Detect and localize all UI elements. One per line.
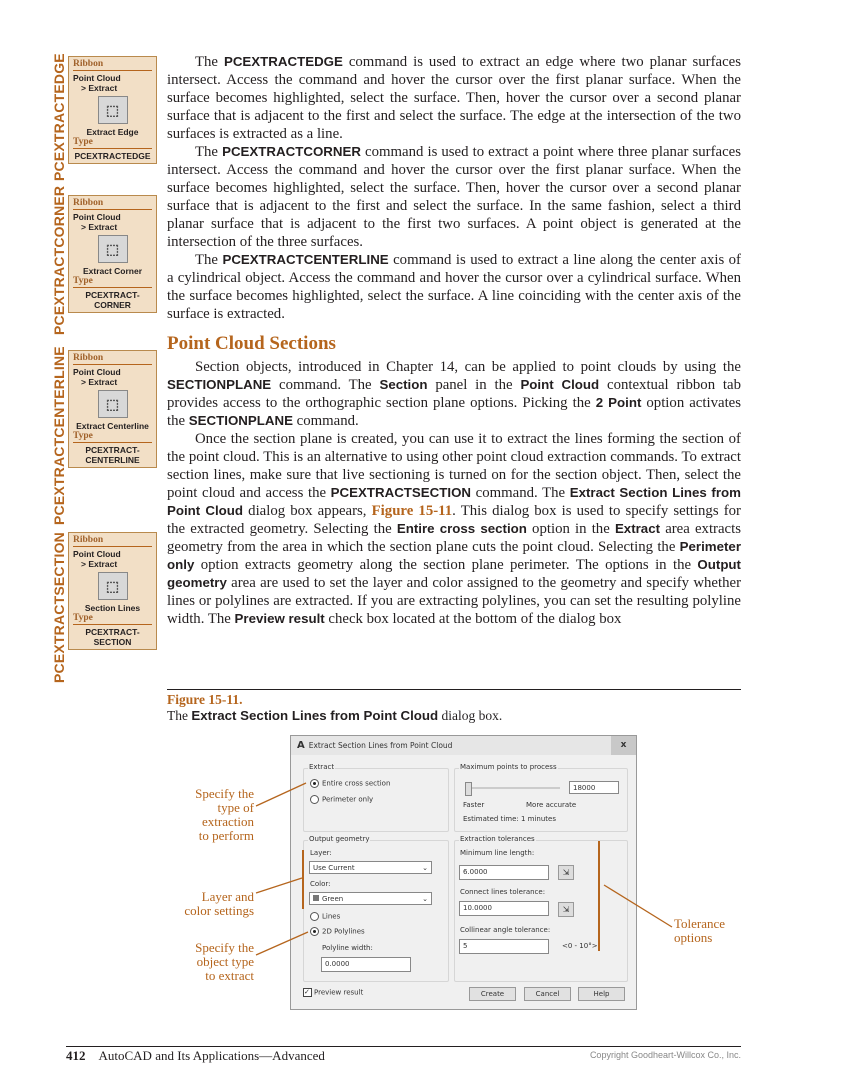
ribbon-path: > Extract bbox=[81, 222, 118, 232]
sidebar-command-label: PCEXTRACTCENTERLINE bbox=[51, 346, 67, 525]
group-label: Maximum points to process bbox=[460, 763, 557, 771]
dialog-title: Extract Section Lines from Point Cloud bbox=[308, 741, 453, 750]
type-value: PCEXTRACT- CENTERLINE bbox=[85, 445, 140, 465]
color-label: Color: bbox=[310, 880, 331, 888]
type-heading: Type bbox=[73, 276, 152, 288]
text-run: option activates the bbox=[167, 395, 742, 429]
max-points-input[interactable]: 18000 bbox=[569, 781, 619, 794]
tool-name: Extract Edge bbox=[86, 127, 139, 137]
callout-arrow bbox=[256, 932, 308, 955]
polyline-width-input[interactable]: 0.0000 bbox=[321, 957, 411, 972]
radio-label: Lines bbox=[322, 912, 341, 921]
caption-dialog-name: Extract Section Lines from Point Cloud bbox=[191, 708, 439, 723]
type-value: PCEXTRACTEDGE bbox=[74, 151, 151, 161]
text-run: command is used to extract a line along the center axis of a cylindrical object. Access the command and hover the cursor over a cylindrical surface. When the surface becomes highlighted, select the surface. A line coinciding with the center axis of the surface is extracted. bbox=[167, 252, 741, 322]
callout-arrow bbox=[256, 783, 306, 806]
text-run: contextual ribbon tab provides access to the orthographic section plane options. Picking the bbox=[167, 377, 742, 411]
ribbon-path: > Extract bbox=[81, 559, 118, 569]
type-value: PCEXTRACT- CORNER bbox=[85, 290, 140, 310]
callout-object-type: Specify the object type to extract bbox=[195, 940, 254, 983]
text-run: Section objects, introduced in Chapter 14, can be applied to point clouds by using the bbox=[195, 359, 741, 375]
help-button[interactable]: Help bbox=[578, 987, 625, 1001]
book-title: AutoCAD and Its Applications—Advanced bbox=[98, 1048, 325, 1063]
collinear-tolerance-label: Collinear angle tolerance: bbox=[460, 926, 551, 934]
ribbon-path: Point Cloud bbox=[73, 549, 121, 559]
pick-point-icon[interactable]: ⇲ bbox=[558, 865, 574, 880]
ribbon-heading: Ribbon bbox=[73, 535, 152, 547]
text-run: area extracts geometry from the area in which the section plane cuts the point cloud. Selecting the bbox=[167, 521, 741, 555]
ribbon-path: > Extract bbox=[81, 83, 118, 93]
extract-edge-icon: ⬚ bbox=[98, 96, 128, 124]
ribbon-path: Point Cloud bbox=[73, 367, 121, 377]
command-term: 2 Point bbox=[595, 395, 642, 410]
type-heading: Type bbox=[73, 431, 152, 443]
ribbon-heading: Ribbon bbox=[73, 59, 152, 71]
command-term: Section bbox=[379, 377, 428, 392]
text-run: option extracts geometry along the section plane perimeter. The options in the bbox=[194, 557, 698, 573]
command-term: PCEXTRACTCORNER bbox=[222, 144, 361, 159]
callout-extract-type: Specify the type of extraction to perform bbox=[195, 786, 254, 843]
text-run: command. The bbox=[471, 485, 570, 501]
command-term: PCEXTRACTSECTION bbox=[330, 485, 472, 500]
slider-min-label: Faster bbox=[463, 801, 485, 809]
slider-max-label: More accurate bbox=[526, 801, 577, 809]
ribbon-path: > Extract bbox=[81, 377, 118, 387]
text-run: command is used to extract an edge where two planar surfaces intersect. Access the command and hover the cursor over the first planar surface. When the surface becomes highlighted, select the surface. Then, hover the cursor over a second planar surface that is adjacent to the first and select the surface. The edge at the intersection of the two surfaces is extracted as a line. bbox=[167, 54, 741, 142]
layer-label: Layer: bbox=[310, 849, 332, 857]
command-term: Perimeter only bbox=[167, 539, 741, 572]
type-heading: Type bbox=[73, 613, 152, 625]
command-term: Extract bbox=[614, 521, 661, 536]
text-run: area are used to set the layer and color assigned to the geometry and specify whether lines or polylines are extracted. If you are extracting polylines, you can set the resulting polyline width. The bbox=[167, 575, 741, 627]
pick-point-icon[interactable]: ⇲ bbox=[558, 902, 574, 917]
chevron-down-icon: ⌄ bbox=[422, 864, 428, 872]
text-run: Point Cloud Sections bbox=[167, 333, 336, 354]
command-term: Extract Section Lines from Point Cloud bbox=[167, 485, 741, 518]
angle-range: <0 - 10°> bbox=[562, 942, 598, 950]
min-length-label: Minimum line length: bbox=[460, 849, 535, 857]
caption-text: The bbox=[167, 708, 192, 723]
connect-tolerance-input[interactable]: 10.0000 bbox=[459, 901, 549, 916]
ribbon-heading: Ribbon bbox=[73, 198, 152, 210]
tool-name: Extract Corner bbox=[82, 266, 143, 276]
type-heading: Type bbox=[73, 137, 152, 149]
type-value: PCEXTRACT- SECTION bbox=[85, 627, 140, 647]
group-label: Extraction tolerances bbox=[460, 835, 535, 843]
text-run: panel in the bbox=[427, 377, 521, 393]
callout-layer-color: Layer and color settings bbox=[184, 889, 254, 918]
collinear-tolerance-input[interactable]: 5 bbox=[459, 939, 549, 954]
callout-arrow bbox=[604, 885, 672, 927]
command-term: PCEXTRACTCENTERLINE bbox=[222, 252, 389, 267]
cancel-button[interactable]: Cancel bbox=[524, 987, 571, 1001]
extract-centerline-icon: ⬚ bbox=[98, 390, 128, 418]
autocad-logo-icon: A bbox=[297, 740, 305, 751]
chevron-down-icon: ⌄ bbox=[422, 895, 428, 903]
sidebar-command-label: PCEXTRACTCORNER bbox=[51, 185, 67, 335]
text-run: dialog box appears, bbox=[243, 503, 372, 519]
command-term: Preview result bbox=[234, 611, 325, 626]
figure-reference: Figure 15-11 bbox=[371, 503, 453, 519]
sidebar-command-label: PCEXTRACTSECTION bbox=[51, 532, 67, 683]
command-term: Entire cross section bbox=[396, 521, 527, 536]
text-run: command. The bbox=[271, 377, 380, 393]
command-term: SECTIONPLANE bbox=[167, 377, 272, 392]
group-label: Extract bbox=[309, 763, 335, 771]
ribbon-path: Point Cloud bbox=[73, 73, 121, 83]
text-run: The bbox=[195, 144, 223, 160]
checkmark-icon: ✓ bbox=[303, 988, 312, 997]
close-button[interactable]: x bbox=[611, 736, 636, 755]
radio-label: Perimeter only bbox=[322, 795, 374, 804]
tool-name: Extract Centerline bbox=[76, 421, 149, 431]
callout-arrow bbox=[256, 878, 302, 893]
caption-text: dialog box. bbox=[438, 708, 503, 723]
figure-number: Figure 15-11. bbox=[167, 692, 243, 707]
section-lines-icon: ⬚ bbox=[98, 572, 128, 600]
copyright: Copyright Goodheart-Willcox Co., Inc. bbox=[589, 1050, 741, 1060]
tool-name: Section Lines bbox=[84, 603, 141, 613]
ribbon-heading: Ribbon bbox=[73, 353, 152, 365]
text-run: The bbox=[195, 54, 224, 70]
command-term: Point Cloud bbox=[520, 377, 600, 392]
text-run: command. bbox=[292, 413, 359, 429]
text-run: . This dialog box is used to specify settings for the extracted geometry. Selecting the bbox=[167, 503, 741, 537]
callout-tolerance: Tolerance options bbox=[674, 916, 726, 945]
connect-tolerance-label: Connect lines tolerance: bbox=[460, 888, 546, 896]
text-run: option in the bbox=[526, 521, 615, 537]
text-run: Once the section plane is created, you can use it to extract the lines forming the section of the point cloud. This is an alternative to using other point cloud extraction commands. To extract section lines, make sure that live sectioning is turned on for the section object. Then, select the point cloud and access the bbox=[167, 431, 741, 501]
radio-label: Entire cross section bbox=[322, 779, 391, 788]
radio-label: 2D Polylines bbox=[322, 927, 365, 936]
sidebar-command-label: PCEXTRACTEDGE bbox=[51, 53, 67, 181]
estimated-time: Estimated time: 1 minutes bbox=[463, 815, 556, 823]
group-label: Output geometry bbox=[309, 835, 370, 843]
layer-value: Use Current bbox=[313, 864, 355, 872]
ribbon-path: Point Cloud bbox=[73, 212, 121, 222]
text-run: command is used to extract a point where three planar surfaces intersect. Access the command and hover the cursor over the first planar surface. When the surface becomes highlighted, select the surface. Then, hover the cursor over a second planar surface that is adjacent to the first and select the surface. In the same fashion, select a third planar surface that is adjacent to the first two surfaces. A point object is generated at the intersection of the three surfaces. bbox=[167, 144, 741, 250]
command-term: SECTIONPLANE bbox=[188, 413, 293, 428]
polyline-width-label: Polyline width: bbox=[322, 944, 373, 952]
checkbox-label: Preview result bbox=[314, 988, 364, 997]
command-term: PCEXTRACTEDGE bbox=[223, 54, 343, 69]
page-number: 412 bbox=[66, 1048, 86, 1063]
color-value: Green bbox=[322, 895, 344, 903]
create-button[interactable]: Create bbox=[469, 987, 516, 1001]
text-run: check box located at the bottom of the dialog box bbox=[324, 611, 622, 627]
min-length-input[interactable]: 6.0000 bbox=[459, 865, 549, 880]
page-footer bbox=[66, 1046, 741, 1064]
extract-corner-icon: ⬚ bbox=[98, 235, 128, 263]
text-run: The bbox=[195, 252, 223, 268]
command-term: Output geometry bbox=[167, 557, 741, 590]
